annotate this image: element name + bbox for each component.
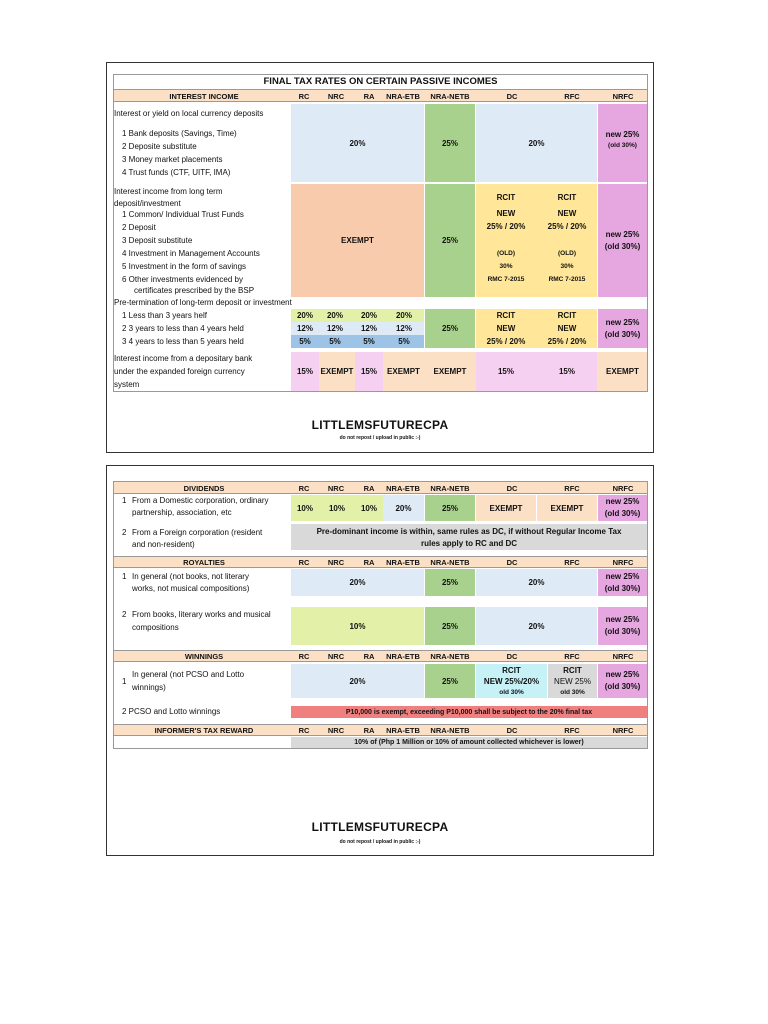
section3-rfc-new: NEW xyxy=(557,324,577,333)
roy-col-ra: RA xyxy=(363,558,375,567)
winnings-rfc-new: NEW 25% xyxy=(554,677,591,686)
winnings-nrfc-new: new 25% xyxy=(605,670,640,679)
section4-rc: 15% xyxy=(291,352,319,391)
royalties-r1-rate: 20% xyxy=(291,569,424,596)
col-rfc: RFC xyxy=(564,92,580,101)
section4-dc: 15% xyxy=(497,367,514,376)
dividends-nrfc-new: new 25% xyxy=(605,497,640,506)
section3-r1-ra: 20% xyxy=(360,311,377,320)
winnings-dc-new: NEW 25%/20% xyxy=(483,677,540,686)
royalties-item2-l1: From books, literary works and musical xyxy=(132,610,271,619)
section2-intro-1: Interest income from long term xyxy=(114,187,223,196)
section2-nrfc-old: (old 30%) xyxy=(604,242,641,251)
brand-text: LITTLEMSFUTURECPA xyxy=(311,418,449,432)
royalties-r1-netb: 25% xyxy=(425,569,475,596)
div-col-nrc: NRC xyxy=(327,484,345,493)
royalties-r1-dc: 20% xyxy=(476,569,597,596)
dividends-item1-num: 1 xyxy=(122,496,127,505)
informer-header: INFORMER'S TAX REWARD xyxy=(154,726,254,735)
section3-r1-etb: 20% xyxy=(395,311,412,320)
royalties-r2-nrfc-old: (old 30%) xyxy=(604,627,641,636)
inf-col-dc: DC xyxy=(506,726,518,735)
div-col-nra-netb: NRA-NETB xyxy=(430,484,470,493)
section3-r1-rc: 20% xyxy=(296,311,313,320)
section3-dc-rfc xyxy=(476,309,597,348)
section4-nrfc: EXEMPT xyxy=(606,367,639,376)
royalties-item1-l2: works, not musical compositions) xyxy=(132,584,250,593)
section2-item-1: 1 Common/ Individual Trust Funds xyxy=(122,210,244,219)
roy-col-rfc: RFC xyxy=(564,558,580,567)
section3-dc-rcit: RCIT xyxy=(496,311,516,320)
dividends-header: DIVIDENDS xyxy=(183,484,225,493)
roy-col-nrc: NRC xyxy=(327,558,345,567)
section1-item-4: 4 Trust funds (CTF, UITF, IMA) xyxy=(122,168,231,177)
section3-r3-nrc: 5% xyxy=(329,337,341,346)
section2-nrfc xyxy=(598,184,647,297)
section3-dc-new: NEW xyxy=(496,324,516,333)
section2-dc-rfc xyxy=(476,184,597,297)
royalties-item1-num: 1 xyxy=(122,572,127,581)
section1-item-1: 1 Bank deposits (Savings, Time) xyxy=(122,129,237,138)
section2-dc-old: (OLD) xyxy=(496,249,516,257)
royalties-header: ROYALTIES xyxy=(183,558,225,567)
table-title: FINAL TAX RATES ON CERTAIN PASSIVE INCOMES xyxy=(263,76,498,87)
section1-intro: Interest or yield on local currency deposits xyxy=(114,109,264,118)
dividends-item2-num: 2 xyxy=(122,528,127,537)
winnings-rfc-old: old 30% xyxy=(560,689,585,696)
dividends-nrfc xyxy=(598,495,647,521)
royalties-r2-nrfc xyxy=(598,607,647,645)
section2-item-5: 5 Investment in the form of savings xyxy=(122,262,247,271)
dividends-item2-l1: From a Foreign corporation (resident xyxy=(132,528,263,537)
roy-col-nra-etb: NRA-ETB xyxy=(386,558,420,567)
win-col-dc: DC xyxy=(506,652,518,661)
roy-col-nrfc: NRFC xyxy=(612,558,634,567)
page-1 xyxy=(106,62,654,453)
section2-rfc-old-rate: 30% xyxy=(560,262,574,270)
dividends-note-l1: Pre-dominant income is within, same rules as DC, if without Regular Income Tax xyxy=(316,527,622,536)
dividends-note-l2: rules apply to RC and DC xyxy=(420,539,517,548)
section2-rfc-new: NEW xyxy=(557,209,577,218)
inf-col-rc: RC xyxy=(298,726,310,735)
winnings-item1-num: 1 xyxy=(122,677,127,686)
royalties-r2-dc: 20% xyxy=(476,607,597,645)
section2-dc-rcit: RCIT xyxy=(496,193,516,202)
win-col-nra-netb: NRA-NETB xyxy=(430,652,470,661)
royalties-r1-nrfc-old: (old 30%) xyxy=(604,584,641,593)
section4-netb: EXEMPT xyxy=(433,367,467,376)
section3-r3-rc: 5% xyxy=(299,337,311,346)
winnings-nrfc-old: (old 30%) xyxy=(604,682,641,691)
section1-rate-netb: 25% xyxy=(425,104,475,182)
section2-item-3: 3 Deposit substitute xyxy=(122,236,193,245)
col-ra: RA xyxy=(363,92,375,101)
dividends-item2-l2: and non-resident) xyxy=(132,540,195,549)
brand-note-2: do not repost / upload in public :-) xyxy=(339,839,421,845)
col-nrc: NRC xyxy=(327,92,345,101)
dividends-item1-l1: From a Domestic corporation, ordinary xyxy=(132,496,269,505)
winnings-netb: 25% xyxy=(425,664,475,698)
dividends-dc: EXEMPT xyxy=(476,495,536,521)
winnings-rfc xyxy=(548,664,597,698)
dividends-note xyxy=(291,524,647,550)
win-col-nrc: NRC xyxy=(327,652,345,661)
section4-label-2: under the expanded foreign currency xyxy=(114,367,245,376)
section3-nrfc-old: (old 30%) xyxy=(604,330,641,339)
winnings-item1-l2: winnings) xyxy=(132,683,166,692)
roy-col-dc: DC xyxy=(506,558,518,567)
section4-ra: 15% xyxy=(355,352,383,391)
section3-r2-rc: 12% xyxy=(296,324,313,333)
dividends-etb: 20% xyxy=(383,495,424,521)
section2-rfc-rmc: RMC 7-2015 xyxy=(548,275,586,283)
winnings-dc-old: old 30% xyxy=(499,689,524,696)
section2-rfc-old: (OLD) xyxy=(557,249,577,257)
page-2 xyxy=(106,465,654,856)
royalties-r2-rate: 10% xyxy=(291,607,424,645)
section2-item-2: 2 Deposit xyxy=(122,223,156,232)
inf-col-rfc: RFC xyxy=(564,726,580,735)
winnings-rate: 20% xyxy=(291,664,424,698)
roy-col-rc: RC xyxy=(298,558,310,567)
section4-label-1: Interest income from a depositary bank xyxy=(114,354,253,363)
col-nrfc: NRFC xyxy=(612,92,634,101)
dividends-item1-l2: partnership, association, etc xyxy=(132,508,232,517)
section2-item-6: 6 Other investments evidenced by xyxy=(122,275,243,284)
section3-row-1-label: 1 Less than 3 years helf xyxy=(122,311,207,320)
section2-dc-rmc: RMC 7-2015 xyxy=(487,275,525,283)
section1-item-2: 2 Deposite substitute xyxy=(122,142,197,151)
section3-dc-new-rate: 25% / 20% xyxy=(486,337,526,346)
section3-rfc-rcit: RCIT xyxy=(557,311,577,320)
royalties-item2-l2: compositions xyxy=(132,623,179,632)
win-col-ra: RA xyxy=(363,652,375,661)
div-col-nra-etb: NRA-ETB xyxy=(386,484,420,493)
col-rc: RC xyxy=(298,92,310,101)
royalties-r2-netb: 25% xyxy=(425,607,475,645)
win-col-nra-etb: NRA-ETB xyxy=(386,652,420,661)
dividends-nrfc-old: (old 30%) xyxy=(604,509,641,518)
section2-item-4: 4 Investment in Management Accounts xyxy=(122,249,260,258)
header-interest-income: INTEREST INCOME xyxy=(169,92,239,101)
winnings-dc-rcit: RCIT xyxy=(502,666,521,675)
section2-intro-2: deposit/investment xyxy=(114,199,181,208)
inf-col-nrc: NRC xyxy=(327,726,345,735)
dividends-ra: 10% xyxy=(355,495,383,521)
section4-label-3: system xyxy=(114,380,140,389)
section3-intro: Pre-termination of long-term deposit or investment xyxy=(114,298,292,307)
section1-nrfc xyxy=(598,104,647,182)
inf-col-ra: RA xyxy=(363,726,375,735)
winnings-nrfc xyxy=(598,664,647,698)
win-col-rfc: RFC xyxy=(564,652,580,661)
royalties-r1-nrfc xyxy=(598,569,647,596)
section3-r2-etb: 12% xyxy=(395,324,412,333)
col-dc: DC xyxy=(506,92,518,101)
section1-nrfc-new: new 25% xyxy=(605,130,640,139)
section4-etb: EXEMPT xyxy=(387,367,420,376)
winnings-pcso-note: P10,000 is exempt, exceeding P10,000 shall be subject to the 20% final tax xyxy=(291,706,647,718)
section1-rate-rc-etb: 20% xyxy=(291,104,424,182)
section2-rfc-rcit: RCIT xyxy=(557,193,577,202)
section2-dc-new-rate: 25% / 20% xyxy=(486,222,526,231)
royalties-r1-nrfc-new: new 25% xyxy=(605,572,640,581)
section3-r2-nrc: 12% xyxy=(326,324,343,333)
section2-nrfc-new: new 25% xyxy=(605,230,640,239)
royalties-item1-l1: In general (not books, not literary xyxy=(132,572,249,581)
inf-col-nrfc: NRFC xyxy=(612,726,634,735)
brand-note: do not repost / upload in public :-) xyxy=(339,435,421,441)
div-col-nrfc: NRFC xyxy=(612,484,634,493)
win-col-nrfc: NRFC xyxy=(612,652,634,661)
section1-item-3: 3 Money market placements xyxy=(122,155,223,164)
dividends-netb: 25% xyxy=(425,495,475,521)
col-nra-netb: NRA-NETB xyxy=(430,92,470,101)
section2-dc-old-rate: 30% xyxy=(499,262,513,270)
brand-text-2: LITTLEMSFUTURECPA xyxy=(311,820,449,834)
section3-rfc-new-rate: 25% / 20% xyxy=(547,337,587,346)
section2-dc-new: NEW xyxy=(496,209,516,218)
dividends-rc: 10% xyxy=(291,495,319,521)
div-col-rc: RC xyxy=(298,484,310,493)
winnings-rfc-rcit: RCIT xyxy=(563,666,582,675)
royalties-r2-nrfc-new: new 25% xyxy=(605,615,640,624)
div-col-rfc: RFC xyxy=(564,484,580,493)
section1-rate-dc-rfc: 20% xyxy=(476,104,597,182)
winnings-dc xyxy=(476,664,547,698)
winnings-item1-l1: In general (not PCSO and Lotto xyxy=(132,670,245,679)
section2-exempt: EXEMPT xyxy=(291,184,424,297)
section3-nrfc-new: new 25% xyxy=(605,318,640,327)
col-nra-etb: NRA-ETB xyxy=(386,92,420,101)
win-col-rc: RC xyxy=(298,652,310,661)
section3-row-3-label: 3 4 years to less than 5 years held xyxy=(122,337,244,346)
section4-nrc: EXEMPT xyxy=(320,367,354,376)
dividends-rfc: EXEMPT xyxy=(537,495,597,521)
royalties-item2-num: 2 xyxy=(122,610,127,619)
informer-note: 10% of (Php 1 Million or 10% of amount collected whichever is lower) xyxy=(291,737,647,748)
inf-col-nra-etb: NRA-ETB xyxy=(386,726,420,735)
div-col-ra: RA xyxy=(363,484,375,493)
winnings-header: WINNINGS xyxy=(184,652,224,661)
section3-r3-etb: 5% xyxy=(398,337,410,346)
section2-item-6b: certificates prescribed by the BSP xyxy=(134,286,255,295)
winnings-item2: 2 PCSO and Lotto winnings xyxy=(122,707,221,716)
inf-col-nra-netb: NRA-NETB xyxy=(430,726,470,735)
section2-rfc-new-rate: 25% / 20% xyxy=(547,222,587,231)
section1-nrfc-old: (old 30%) xyxy=(608,141,637,149)
roy-col-nra-netb: NRA-NETB xyxy=(430,558,470,567)
dividends-nrc: 10% xyxy=(319,495,355,521)
div-col-dc: DC xyxy=(506,484,518,493)
section4-rfc: 15% xyxy=(558,367,575,376)
section3-r2-ra: 12% xyxy=(360,324,377,333)
section3-r1-nrc: 20% xyxy=(326,311,343,320)
section2-rate-netb: 25% xyxy=(425,184,475,297)
section3-r3-ra: 5% xyxy=(363,337,375,346)
section3-nrfc xyxy=(598,309,647,348)
section3-row-2-label: 2 3 years to less than 4 years held xyxy=(122,324,244,333)
section3-rate-netb: 25% xyxy=(425,309,475,348)
